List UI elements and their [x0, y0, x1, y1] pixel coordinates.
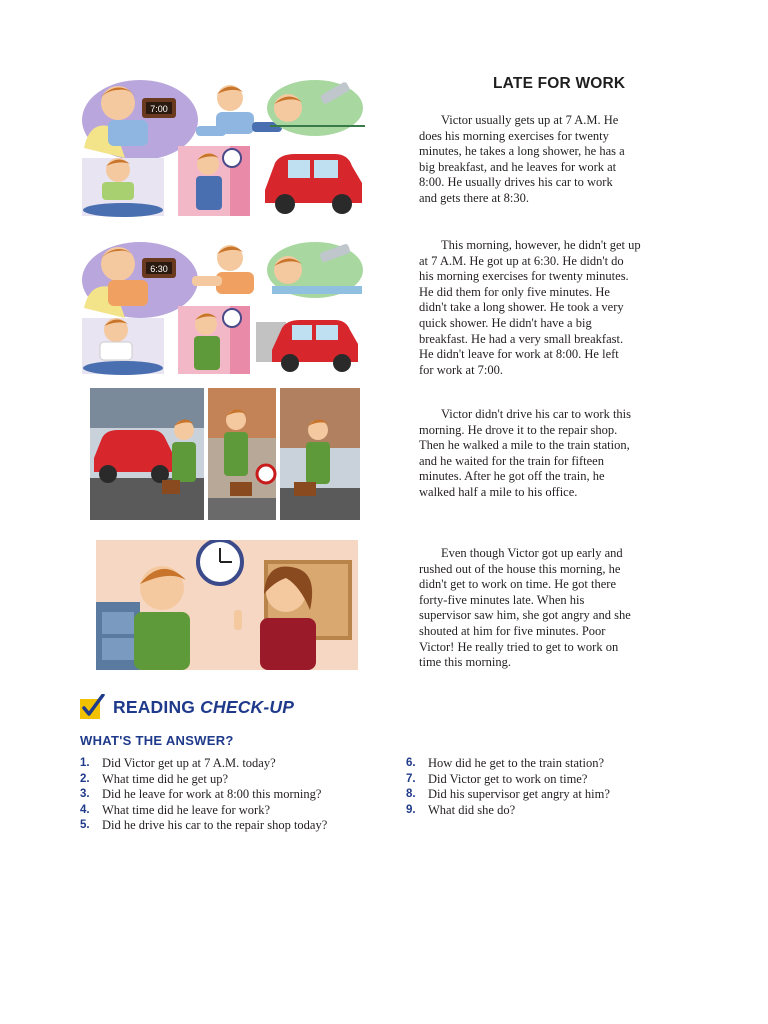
story-line: He did them for only five minutes. He [419, 284, 610, 299]
whats-the-answer-heading: WHAT'S THE ANSWER? [80, 733, 234, 748]
story-line: breakfast. He had a very small breakfast. [419, 331, 624, 346]
story-line: supervisor saw him, she got angry and she [419, 608, 631, 623]
question-item [80, 772, 327, 788]
story-line: He didn't leave for work at 8:00. He left [419, 347, 619, 362]
illustration-usual-morning [80, 78, 370, 218]
story-line: 8:00. He usually drives his car to work [419, 175, 613, 190]
story-paragraph-2 [419, 238, 701, 378]
story-line: for work at 7:00. [419, 362, 504, 377]
story-line: big breakfast, and he leaves for work at [419, 159, 617, 174]
question-number: 3. [80, 788, 90, 801]
question-number: 4. [80, 803, 90, 816]
question-number: 9. [406, 803, 416, 816]
story-line: Even though Victor got up early and [441, 546, 623, 560]
story-paragraph-3 [419, 407, 701, 501]
question-text: Did his supervisor get angry at him? [428, 787, 610, 802]
illustration-repair-and-train [90, 388, 360, 520]
story-line: didn't take a long shower. He took a very [419, 300, 624, 315]
story-line: Victor! He really tried to get to work on [419, 639, 619, 654]
story-paragraph-1 [419, 113, 701, 207]
questions-right [406, 756, 610, 818]
checkmark-icon [79, 694, 105, 720]
question-item [80, 787, 327, 803]
story-line: does his morning exercises for twenty [419, 128, 609, 143]
story-line: forty-five minutes late. When his [419, 592, 585, 607]
question-number: 8. [406, 788, 416, 801]
question-item [406, 787, 610, 803]
question-item [406, 756, 610, 772]
question-text: Did Victor get up at 7 A.M. today? [102, 756, 276, 770]
illustration-this-morning [80, 240, 370, 375]
story-line: Victor usually gets up at 7 A.M. He [441, 113, 619, 127]
question-text: What did she do? [428, 802, 516, 817]
story-line: didn't get to work on time. He got there [419, 577, 617, 592]
question-text: Did Victor get to work on time? [428, 771, 588, 786]
question-item [406, 803, 610, 819]
reading-checkup-title-main: READING [113, 697, 196, 717]
question-text: How did he get to the train station? [428, 756, 605, 770]
story-line: Victor didn't drive his car to work this [441, 407, 632, 421]
question-item [80, 818, 327, 834]
question-number: 5. [80, 819, 90, 832]
story-line: rushed out of the house this morning, he [419, 561, 621, 576]
question-number: 7. [406, 772, 416, 785]
illustration-supervisor [96, 540, 358, 670]
question-item [80, 756, 327, 772]
question-item [80, 803, 327, 819]
story-paragraph-4 [419, 546, 701, 671]
clock-digits-7: 7:00 [150, 104, 168, 114]
story-line: his morning exercises for twenty minutes. [419, 269, 629, 284]
reading-checkup-title [113, 697, 294, 718]
story-line: Then he walked a mile to the train station, [419, 438, 630, 453]
questions-left [80, 756, 327, 834]
question-text: What time did he leave for work? [102, 802, 270, 817]
question-number: 6. [406, 757, 416, 769]
story-line: at 7 A.M. He got up at 6:30. He didn't do [419, 253, 624, 268]
question-text: Did he drive his car to the repair shop today? [102, 818, 328, 833]
story-line: and he waited for the train for fifteen [419, 453, 604, 468]
story-line: and gets there at 8:30. [419, 190, 530, 205]
story-line: time this morning. [419, 655, 512, 670]
story-line: shouted at him for five minutes. Poor [419, 623, 606, 638]
question-text: What time did he get up? [102, 771, 229, 786]
story-line: minutes. After he got off the train, he [419, 469, 605, 484]
story-line: minutes, he takes a long shower, he has a [419, 144, 625, 159]
story-line: walked half a mile to his office. [419, 484, 578, 499]
story-title: LATE FOR WORK [493, 75, 626, 92]
story-line: morning. He drove it to the repair shop. [419, 422, 618, 437]
story-line: quick shower. He didn't have a big [419, 315, 592, 330]
question-number: 1. [80, 757, 90, 769]
story-line: This morning, however, he didn't get up [441, 238, 641, 252]
reading-checkup-title-italic: CHECK-UP [200, 697, 295, 717]
question-item [406, 772, 610, 788]
question-number: 2. [80, 772, 90, 785]
clock-digits-630: 6:30 [150, 264, 168, 274]
question-text: Did he leave for work at 8:00 this morning? [102, 787, 322, 802]
